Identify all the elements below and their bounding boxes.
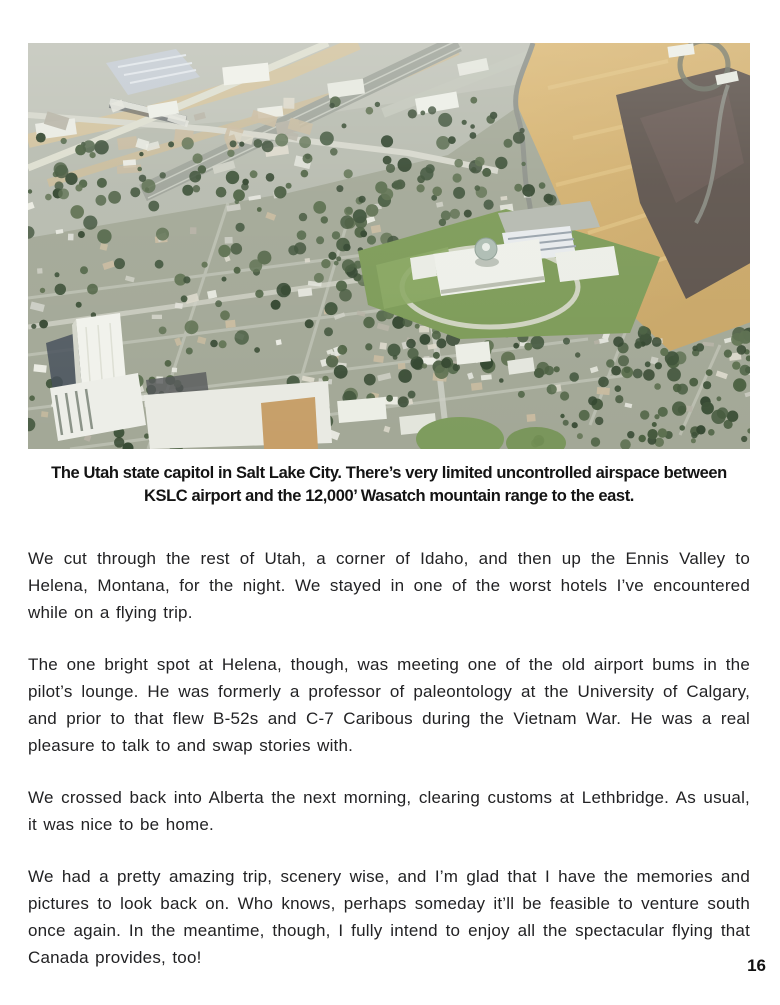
aerial-photo: [28, 43, 750, 449]
photo-caption: The Utah state capitol in Salt Lake City. There’s very limited uncontrolled airspace between KSLC airport and the 12,000’ Wasatch mountain range to the east.: [51, 464, 727, 505]
aerial-photo-figure: [28, 43, 750, 508]
paragraph-3: We crossed back into Alberta the next morning, clearing customs at Lethbridge. As usual, it was nice to be home.: [28, 788, 750, 834]
body-text: [28, 545, 750, 996]
page-number: 16: [747, 956, 766, 975]
aerial-photo-svg: [28, 43, 750, 449]
paragraph-4: We had a pretty amazing trip, scenery wise, and I’m glad that I have the memories and pictures to look back on. Who knows, perhaps someday it’ll be feasible to venture south once again. In the meantime, though, I fully intend to enjoy all the spectacular flying that Canada provides, too!: [28, 867, 750, 967]
paragraph-2: The one bright spot at Helena, though, was meeting one of the old airport bums in the pilot’s lounge. He was formerly a professor of paleontology at the University of Calgary, and prior to that flew B-52s and C-7 Caribous during the Vietnam War. He was a real pleasure to talk to and swap stories with.: [28, 655, 750, 755]
paragraph-1: We cut through the rest of Utah, a corner of Idaho, and then up the Ennis Valley to Helena, Montana, for the night. We stayed in one of the worst hotels I’ve encountered while on a flying trip.: [28, 549, 750, 622]
